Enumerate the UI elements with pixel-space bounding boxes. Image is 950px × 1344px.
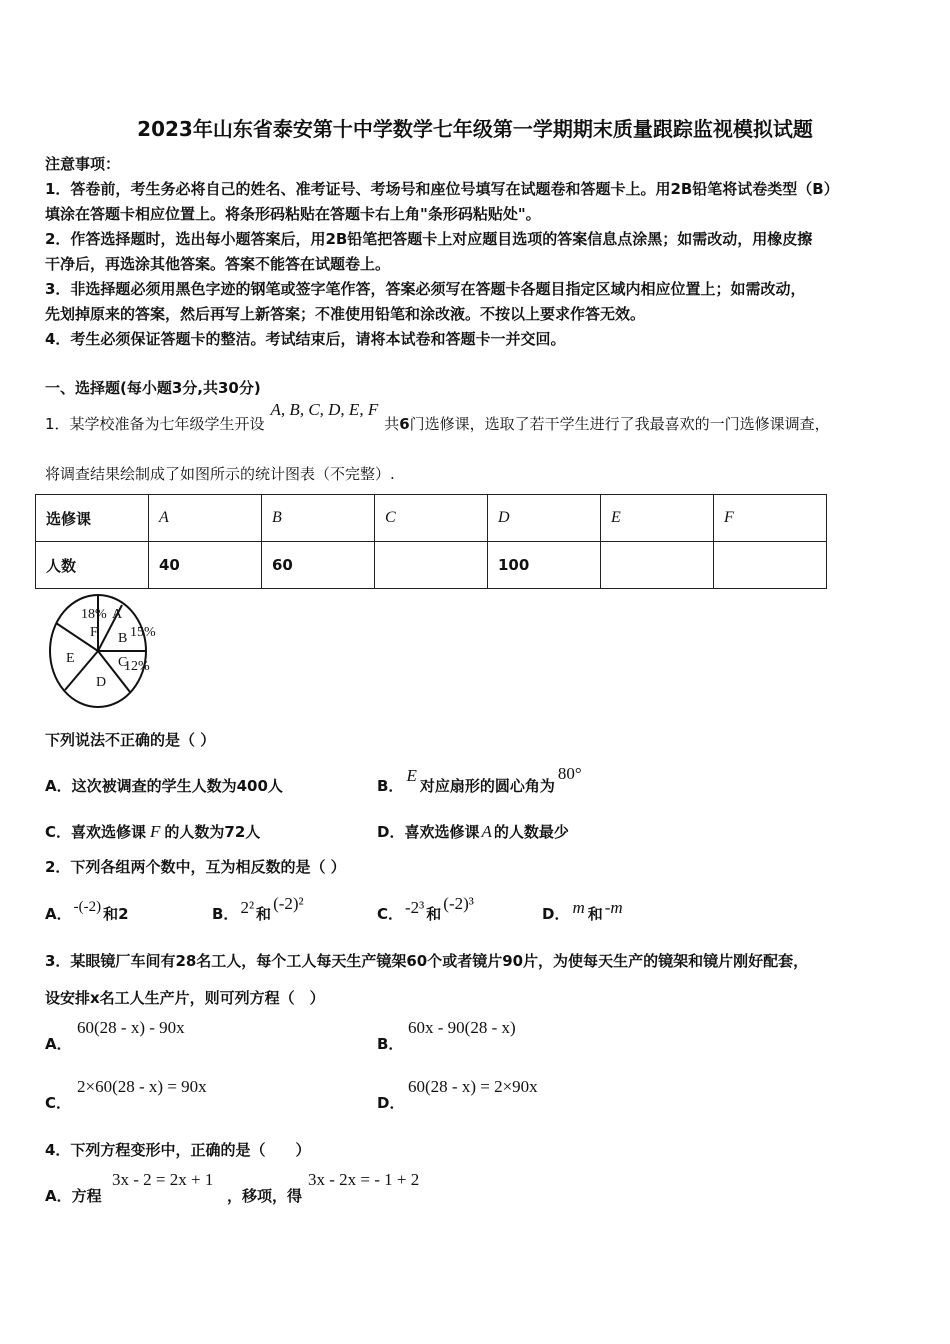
- option-label: D．: [377, 1094, 405, 1112]
- table-cell: E: [601, 495, 714, 542]
- pie-percent-f: 18%: [81, 607, 107, 622]
- q1-option-a[interactable]: [45, 775, 283, 796]
- option-text: 和: [256, 905, 272, 923]
- q2-option-c[interactable]: [377, 894, 474, 924]
- note-line: 4．考生必须保证答题卡的整洁。考试结束后，请将本试卷和答题卡一并交回。: [45, 330, 566, 348]
- notes-heading: 注意事项：: [45, 155, 121, 173]
- pie-percent-c: 12%: [124, 659, 150, 674]
- table-row: [36, 495, 827, 542]
- q1-prompt: 下列说法不正确的是（ ）: [45, 731, 216, 749]
- option-text: 喜欢选修课: [71, 823, 147, 841]
- q3-option-a[interactable]: [45, 1033, 72, 1054]
- option-math: 2²: [240, 898, 255, 917]
- option-label: A．: [45, 905, 72, 923]
- table-cell: B: [262, 495, 375, 542]
- q2-option-a[interactable]: [45, 899, 129, 924]
- option-label: A．: [45, 777, 72, 795]
- section-heading: 一、选择题(每小题3分,共30分): [45, 379, 261, 397]
- page-title: 2023年山东省泰安第十中学数学七年级第一学期期末质量跟踪监视模拟试题: [137, 117, 813, 141]
- table-cell: [601, 542, 714, 589]
- q3-line1: 3．某眼镜厂车间有28名工人，每个工人每天生产镜架60个或者镜片90片，为使每天生产的镜架和镜片刚好配套，: [45, 952, 809, 970]
- q3-option-c[interactable]: [45, 1092, 71, 1113]
- table-cell: 40: [149, 542, 262, 589]
- option-math: m: [572, 898, 585, 917]
- table-cell: [375, 542, 488, 589]
- q1-text: 1．某学校准备为七年级学生开设: [45, 415, 265, 433]
- q1-line2: 将调查结果绘制成了如图所示的统计图表（不完整）.: [45, 465, 395, 483]
- survey-table: [35, 494, 827, 589]
- option-math: F: [150, 822, 161, 841]
- q1-text: 门选修课，选取了若干学生进行了我最喜欢的一门选修课调查，: [409, 415, 830, 433]
- q1-option-b[interactable]: [377, 764, 582, 796]
- option-label: D．: [542, 905, 570, 923]
- q3-option-b[interactable]: [377, 1033, 403, 1054]
- q4-option-a-mid: ，移项，得: [227, 1187, 303, 1205]
- option-text: 和: [587, 905, 603, 923]
- option-math: -2³: [405, 898, 425, 917]
- pie-label-a: A: [112, 607, 123, 622]
- q2-option-d[interactable]: [542, 898, 623, 924]
- option-label: C．: [377, 905, 404, 923]
- option-math: E: [406, 766, 417, 785]
- option-math: -(-2): [73, 899, 102, 915]
- q3-option-d[interactable]: [377, 1092, 404, 1113]
- table-cell: A: [149, 495, 262, 542]
- q3-option-c-expr: 2×60(28 - x) = 90x: [77, 1077, 207, 1096]
- pie-label-b: B: [118, 631, 128, 646]
- pie-label-e: E: [66, 651, 75, 666]
- option-label: B．: [212, 905, 239, 923]
- pie-chart: [40, 590, 170, 715]
- table-cell: 100: [488, 542, 601, 589]
- option-math: (-2)²: [273, 894, 304, 913]
- pie-label-d: D: [96, 675, 107, 690]
- table-cell: 选修课: [36, 495, 149, 542]
- table-cell: D: [488, 495, 601, 542]
- table-cell: C: [375, 495, 488, 542]
- q1-option-d[interactable]: [377, 821, 569, 842]
- table-cell: 60: [262, 542, 375, 589]
- table-row: [36, 542, 827, 589]
- q1-option-c[interactable]: [45, 821, 260, 842]
- q4-stem: 4．下列方程变形中，正确的是（ ）: [45, 1141, 311, 1159]
- option-label: C．: [45, 1094, 72, 1112]
- note-line: 2．作答选择题时，选出每小题答案后，用2B铅笔把答题卡上对应题目选项的答案信息点涂黑；如需改动，用橡皮擦: [45, 230, 813, 248]
- option-math: 2: [118, 905, 129, 923]
- note-line: 填涂在答题卡相应位置上。将条形码粘贴在答题卡右上角"条形码粘贴处"。: [45, 205, 541, 223]
- q2-stem: 2．下列各组两个数中，互为相反数的是（ ）: [45, 858, 346, 876]
- option-label: D．: [377, 823, 405, 841]
- q3-option-d-expr: 60(28 - x) = 2×90x: [408, 1077, 538, 1096]
- option-label: A．: [45, 1035, 72, 1053]
- option-text: 和: [426, 905, 442, 923]
- option-text: 的人数为72人: [164, 823, 261, 841]
- table-cell: [714, 542, 827, 589]
- note-line: 3．非选择题必须用黑色字迹的钢笔或签字笔作答，答案必须写在答题卡各题目指定区域内相应位置上；如需改动，: [45, 280, 806, 298]
- option-math: -m: [604, 898, 623, 917]
- pie-percent-b: 15%: [130, 625, 156, 640]
- note-line: 先划掉原来的答案，然后再写上新答案；不准使用铅笔和涂改液。不按以上要求作答无效。: [45, 305, 646, 323]
- option-label: B．: [377, 777, 404, 795]
- note-line: 干净后，再选涂其他答案。答案不能答在试题卷上。: [45, 255, 391, 273]
- q3-option-b-expr: 60x - 90(28 - x): [408, 1018, 516, 1037]
- q1-math: A, B, C, D, E, F: [270, 400, 379, 419]
- q3-option-a-expr: 60(28 - x) - 90x: [77, 1018, 185, 1037]
- option-math: 80°: [557, 764, 582, 783]
- q1-count: 6: [399, 415, 410, 433]
- table-cell: 人数: [36, 542, 149, 589]
- q4-option-a-expr2: 3x - 2x = - 1 + 2: [308, 1170, 420, 1189]
- option-label: B．: [377, 1035, 404, 1053]
- option-text: 和: [103, 905, 119, 923]
- note-line: 1．答卷前，考生务必将自己的姓名、准考证号、考场号和座位号填写在试题卷和答题卡上。用2B铅笔将试卷类型（B）: [45, 180, 839, 198]
- option-text: 喜欢选修课: [404, 823, 480, 841]
- q2-option-b[interactable]: [212, 894, 304, 924]
- q4-option-a-expr1: 3x - 2 = 2x + 1: [112, 1170, 214, 1189]
- q3-line2: 设安排x名工人生产片，则可列方程（ ）: [45, 989, 325, 1007]
- option-text: 对应扇形的圆心角为: [419, 777, 555, 795]
- option-text: 这次被调查的学生人数为400人: [71, 777, 283, 795]
- option-label: C．: [45, 823, 72, 841]
- pie-label-f: F: [90, 625, 98, 640]
- q4-option-a-label[interactable]: A．方程: [45, 1187, 102, 1205]
- option-math: (-2)³: [443, 894, 474, 913]
- q1-text: 共: [384, 415, 400, 433]
- table-cell: F: [714, 495, 827, 542]
- option-math: A: [481, 822, 492, 841]
- pie-label-c: C: [118, 655, 128, 670]
- option-text: 的人数最少: [493, 823, 569, 841]
